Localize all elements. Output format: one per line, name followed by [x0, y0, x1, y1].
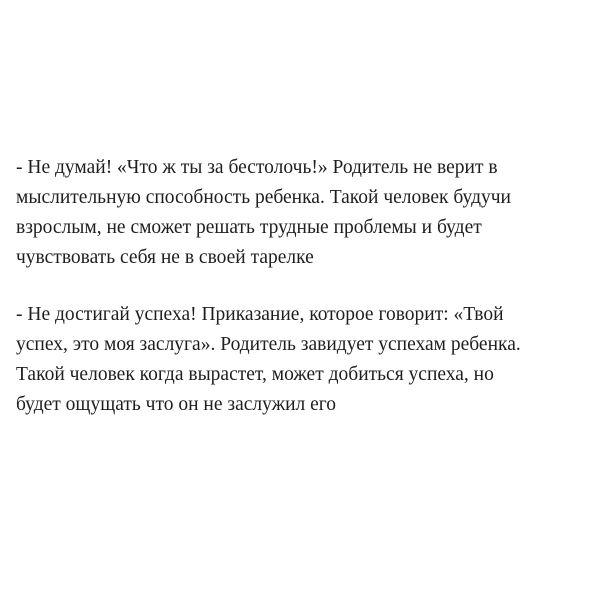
paragraph-dont-think — [16, 153, 591, 273]
text-line: мыслительную способность ребенка. Такой человек будучи — [16, 187, 511, 208]
text-line: чувствовать себя не в своей тарелке — [16, 247, 314, 268]
paragraph-dont-succeed — [16, 300, 591, 420]
text-line: взрослым, не сможет решать трудные проблемы и будет — [16, 217, 482, 238]
text-line: - Не достигай успеха! Приказание, которое говорит: «Твой — [16, 304, 504, 325]
text-line: - Не думай! «Что ж ты за бестолочь!» Родитель не верит в — [16, 157, 498, 178]
text-line: успех, это моя заслуга». Родитель завидует успехам ребенка. — [16, 334, 521, 355]
text-line: будет ощущать что он не заслужил его — [16, 394, 337, 415]
text-line: Такой человек когда вырастет, может добиться успеха, но — [16, 364, 494, 385]
